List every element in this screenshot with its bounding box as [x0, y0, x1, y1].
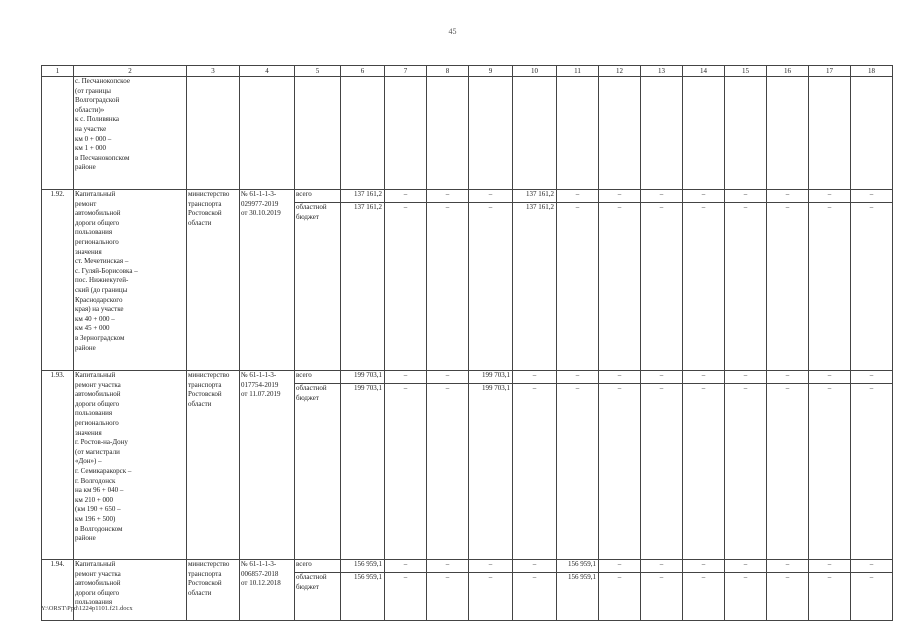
empty-cell — [295, 77, 341, 190]
empty-cell — [187, 77, 240, 190]
empty-value: – — [767, 384, 809, 560]
empty-value: – — [683, 384, 725, 560]
empty-value: – — [385, 371, 427, 384]
empty-value: – — [599, 573, 641, 621]
empty-value: – — [809, 573, 851, 621]
amount-value: 199 703,1 — [341, 384, 385, 560]
empty-value: – — [641, 384, 683, 560]
amount-value: 137 161,2 — [341, 203, 385, 371]
amount-value: 199 703,1 — [469, 384, 513, 560]
empty-value: – — [809, 190, 851, 203]
column-number: 1 — [42, 66, 74, 77]
empty-value: – — [725, 560, 767, 573]
object-name: Капитальный ремонт автомобильной дороги общего пользования регионального значения ст. Мечетинская – с. Гуляй-Борисовка – пос. Нижнекугей- ский (до границы Краснодарского края) на участке км 40 + 000 – км 45 + 000 в Зерноградском районе — [74, 190, 187, 371]
column-number: 17 — [809, 66, 851, 77]
empty-value: – — [427, 573, 469, 621]
file-path-footer: Y:\ORST\Ppd\1224p1101.f21.docx — [41, 605, 133, 612]
column-number: 15 — [725, 66, 767, 77]
empty-cell — [557, 77, 599, 190]
page-number: 45 — [448, 27, 457, 36]
empty-value: – — [641, 190, 683, 203]
empty-value: – — [641, 560, 683, 573]
funding-source: областной бюджет — [295, 203, 341, 371]
empty-cell — [469, 77, 513, 190]
empty-value: – — [513, 573, 557, 621]
column-number: 5 — [295, 66, 341, 77]
empty-cell — [341, 77, 385, 190]
empty-value: – — [599, 560, 641, 573]
empty-value: – — [683, 573, 725, 621]
empty-value: – — [683, 190, 725, 203]
empty-cell — [767, 77, 809, 190]
empty-value: – — [683, 371, 725, 384]
continuation-row — [42, 77, 893, 190]
document-ref: № 61-1-1-3- 029977-2019 от 30.10.2019 — [240, 190, 295, 371]
empty-value: – — [725, 203, 767, 371]
row-number: 1.94. — [42, 560, 74, 621]
empty-value: – — [641, 371, 683, 384]
column-number: 6 — [341, 66, 385, 77]
row-number-cell — [42, 77, 74, 190]
amount-value: 199 703,1 — [469, 371, 513, 384]
column-number: 3 — [187, 66, 240, 77]
empty-value: – — [427, 384, 469, 560]
column-number: 4 — [240, 66, 295, 77]
empty-value: – — [385, 203, 427, 371]
empty-cell — [683, 77, 725, 190]
empty-cell — [641, 77, 683, 190]
funding-source: всего — [295, 560, 341, 573]
empty-value: – — [427, 371, 469, 384]
empty-value: – — [599, 203, 641, 371]
document-ref: № 61-1-1-3- 006857-2018 от 10.12.2018 — [240, 560, 295, 621]
funding-source: всего — [295, 371, 341, 384]
empty-value: – — [557, 384, 599, 560]
empty-value: – — [851, 384, 893, 560]
document-ref: № 61-1-1-3- 017754-2019 от 11.07.2019 — [240, 371, 295, 560]
column-number: 12 — [599, 66, 641, 77]
empty-cell — [809, 77, 851, 190]
empty-value: – — [767, 190, 809, 203]
empty-value: – — [557, 190, 599, 203]
amount-value: 137 161,2 — [513, 190, 557, 203]
empty-value: – — [599, 190, 641, 203]
empty-value: – — [385, 384, 427, 560]
object-name: с. Песчанокопское (от границы Волгоградской области)» к с. Поливянка на участке км 0 + 000 – км 1 + 000 в Песчанокопском районе — [74, 77, 187, 190]
funding-source: областной бюджет — [295, 384, 341, 560]
empty-value: – — [469, 573, 513, 621]
funding-source: всего — [295, 190, 341, 203]
empty-value: – — [513, 384, 557, 560]
empty-value: – — [767, 203, 809, 371]
empty-cell — [513, 77, 557, 190]
empty-value: – — [809, 203, 851, 371]
amount-value: 156 959,1 — [557, 560, 599, 573]
table-row — [42, 371, 893, 384]
empty-value: – — [683, 560, 725, 573]
column-number: 10 — [513, 66, 557, 77]
customer: министерство транспорта Ростовской области — [187, 560, 240, 621]
empty-value: – — [851, 190, 893, 203]
empty-value: – — [767, 573, 809, 621]
object-name: Капитальный ремонт участка автомобильной дороги общего пользования — [74, 560, 187, 621]
empty-cell — [725, 77, 767, 190]
empty-value: – — [385, 560, 427, 573]
column-number-row — [42, 66, 893, 77]
empty-cell — [240, 77, 295, 190]
amount-value: 156 959,1 — [341, 560, 385, 573]
empty-value: – — [469, 190, 513, 203]
row-number: 1.92. — [42, 190, 74, 371]
row-number: 1.93. — [42, 371, 74, 560]
table-row — [42, 560, 893, 573]
empty-value: – — [767, 371, 809, 384]
table-row — [42, 190, 893, 203]
empty-value: – — [641, 203, 683, 371]
empty-value: – — [809, 384, 851, 560]
empty-value: – — [683, 203, 725, 371]
empty-value: – — [725, 190, 767, 203]
column-number: 18 — [851, 66, 893, 77]
amount-value: 156 959,1 — [341, 573, 385, 621]
customer: министерство транспорта Ростовской области — [187, 190, 240, 371]
column-number: 9 — [469, 66, 513, 77]
empty-value: – — [427, 203, 469, 371]
funding-source: областной бюджет — [295, 573, 341, 621]
empty-cell — [851, 77, 893, 190]
empty-value: – — [385, 573, 427, 621]
column-number: 14 — [683, 66, 725, 77]
empty-cell — [427, 77, 469, 190]
customer: министерство транспорта Ростовской области — [187, 371, 240, 560]
object-name: Капитальный ремонт участка автомобильной дороги общего пользования регионального значения г. Ростов-на-Дону (от магистрали «Дон») – г. Семикаракорск – г. Волгодонск на км 96 + 040 – км 210 + 000 (км 190 + 650 – км 196 + 500) в Волгодонском районе — [74, 371, 187, 560]
empty-value: – — [557, 203, 599, 371]
empty-value: – — [427, 560, 469, 573]
amount-value: 199 703,1 — [341, 371, 385, 384]
empty-value: – — [469, 560, 513, 573]
column-number: 7 — [385, 66, 427, 77]
empty-cell — [385, 77, 427, 190]
empty-value: – — [809, 371, 851, 384]
column-number: 2 — [74, 66, 187, 77]
empty-value: – — [599, 384, 641, 560]
empty-value: – — [513, 371, 557, 384]
column-number: 13 — [641, 66, 683, 77]
empty-value: – — [851, 573, 893, 621]
empty-cell — [599, 77, 641, 190]
amount-value: 137 161,2 — [341, 190, 385, 203]
empty-value: – — [809, 560, 851, 573]
empty-value: – — [557, 371, 599, 384]
empty-value: – — [725, 371, 767, 384]
empty-value: – — [385, 190, 427, 203]
empty-value: – — [599, 371, 641, 384]
empty-value: – — [725, 384, 767, 560]
empty-value: – — [725, 573, 767, 621]
budget-table — [41, 65, 893, 621]
empty-value: – — [851, 371, 893, 384]
empty-value: – — [641, 573, 683, 621]
column-number: 11 — [557, 66, 599, 77]
amount-value: 137 161,2 — [513, 203, 557, 371]
empty-value: – — [767, 560, 809, 573]
empty-value: – — [427, 190, 469, 203]
empty-value: – — [469, 203, 513, 371]
column-number: 8 — [427, 66, 469, 77]
empty-value: – — [851, 203, 893, 371]
empty-value: – — [851, 560, 893, 573]
empty-value: – — [513, 560, 557, 573]
column-number: 16 — [767, 66, 809, 77]
amount-value: 156 959,1 — [557, 573, 599, 621]
